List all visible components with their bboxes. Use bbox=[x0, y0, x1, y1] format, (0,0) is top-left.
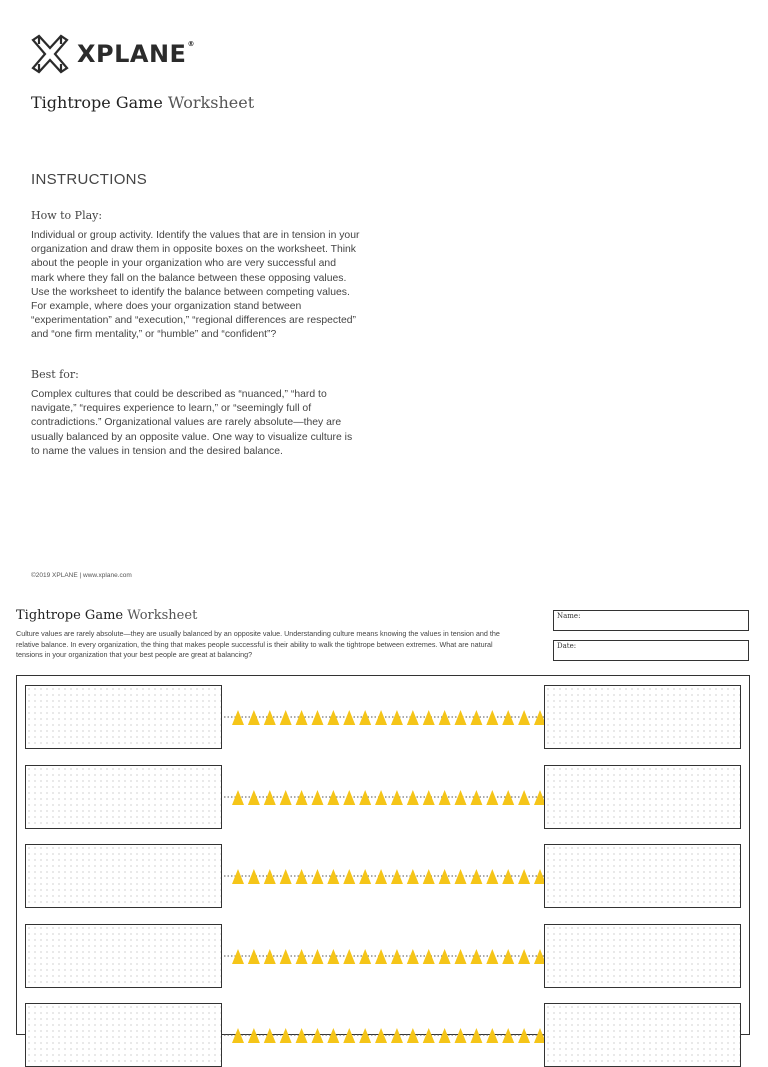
balance-marker[interactable] bbox=[343, 949, 355, 964]
value-box-right[interactable] bbox=[544, 924, 741, 988]
tightrope-line[interactable] bbox=[224, 946, 544, 966]
page-title-strong: Tightrope Game bbox=[31, 93, 163, 112]
balance-marker[interactable] bbox=[518, 790, 530, 805]
balance-marker[interactable] bbox=[486, 1028, 498, 1043]
date-field[interactable] bbox=[553, 640, 749, 661]
value-box-left[interactable] bbox=[25, 844, 222, 908]
instructions-heading: INSTRUCTIONS bbox=[31, 171, 148, 188]
date-label: Date: bbox=[557, 642, 577, 650]
value-box-right[interactable] bbox=[544, 844, 741, 908]
balance-marker[interactable] bbox=[311, 710, 323, 725]
balance-marker[interactable] bbox=[311, 869, 323, 884]
how-to-play-label: How to Play: bbox=[31, 209, 103, 222]
worksheet-title-light: Worksheet bbox=[127, 608, 198, 623]
balance-marker[interactable] bbox=[486, 869, 498, 884]
value-box-left[interactable] bbox=[25, 685, 222, 749]
name-label: Name: bbox=[557, 612, 581, 620]
balance-marker[interactable] bbox=[311, 949, 323, 964]
balance-marker[interactable] bbox=[311, 790, 323, 805]
balance-marker[interactable] bbox=[343, 869, 355, 884]
name-field[interactable] bbox=[553, 610, 749, 631]
worksheet-title bbox=[16, 608, 197, 623]
value-box-left[interactable] bbox=[25, 1003, 222, 1067]
logo-wordmark: XPLANE® bbox=[77, 40, 195, 68]
balance-marker[interactable] bbox=[518, 710, 530, 725]
worksheet-description: Culture values are rarely absolute—they are usually balanced by an opposite value. Understanding culture means knowing the values in tension and the relative balance. In every organization, the thing that makes people successful is their ability to walk the tightrope between extremes. What are natural tensions in your organization that your best people are great at balancing? bbox=[16, 629, 500, 660]
balance-marker[interactable] bbox=[343, 790, 355, 805]
xplane-logo-mark-icon bbox=[31, 34, 69, 74]
value-box-right[interactable] bbox=[544, 1003, 741, 1067]
tightrope-line[interactable] bbox=[224, 866, 544, 886]
page-title bbox=[31, 93, 254, 112]
how-to-play-text: Individual or group activity. Identify the values that are in tension in your organization and draw them in opposite boxes on the worksheet. Think about the people in your organization who are very successful and mark where they fall on the balance between these opposing values. Use the worksheet to identify the balance between competing values. For example, where does your organization stand between “experimentation” and “execution,” “regional differences are respected” and “one firm mentality,” or “humble” and “confident”? bbox=[31, 230, 360, 341]
balance-marker[interactable] bbox=[343, 1028, 355, 1043]
best-for-text: Complex cultures that could be described as “nuanced,” “hard to navigate,” “requires experience to learn,” or “seemingly full of contradictions.” Organizational values are rarely absolute—they are usually balanced by an opposite value. One way to visualize culture is to name the values in tension and the desired balance. bbox=[31, 389, 353, 457]
worksheet-title-strong: Tightrope Game bbox=[16, 608, 124, 623]
tightrope-line[interactable] bbox=[224, 707, 544, 727]
balance-marker[interactable] bbox=[518, 869, 530, 884]
balance-marker[interactable] bbox=[486, 710, 498, 725]
balance-marker[interactable] bbox=[518, 949, 530, 964]
balance-marker[interactable] bbox=[311, 1028, 323, 1043]
xplane-logo bbox=[31, 34, 195, 74]
best-for-label: Best for: bbox=[31, 368, 79, 381]
value-box-left[interactable] bbox=[25, 924, 222, 988]
tightrope-line[interactable] bbox=[224, 1025, 544, 1045]
balance-marker[interactable] bbox=[518, 1028, 530, 1043]
balance-marker[interactable] bbox=[486, 949, 498, 964]
value-box-right[interactable] bbox=[544, 685, 741, 749]
copyright: ©2019 XPLANE | www.xplane.com bbox=[31, 572, 132, 579]
value-box-right[interactable] bbox=[544, 765, 741, 829]
balance-marker[interactable] bbox=[343, 710, 355, 725]
tightrope-line[interactable] bbox=[224, 787, 544, 807]
value-box-left[interactable] bbox=[25, 765, 222, 829]
balance-marker[interactable] bbox=[486, 790, 498, 805]
page-title-light: Worksheet bbox=[167, 93, 255, 112]
